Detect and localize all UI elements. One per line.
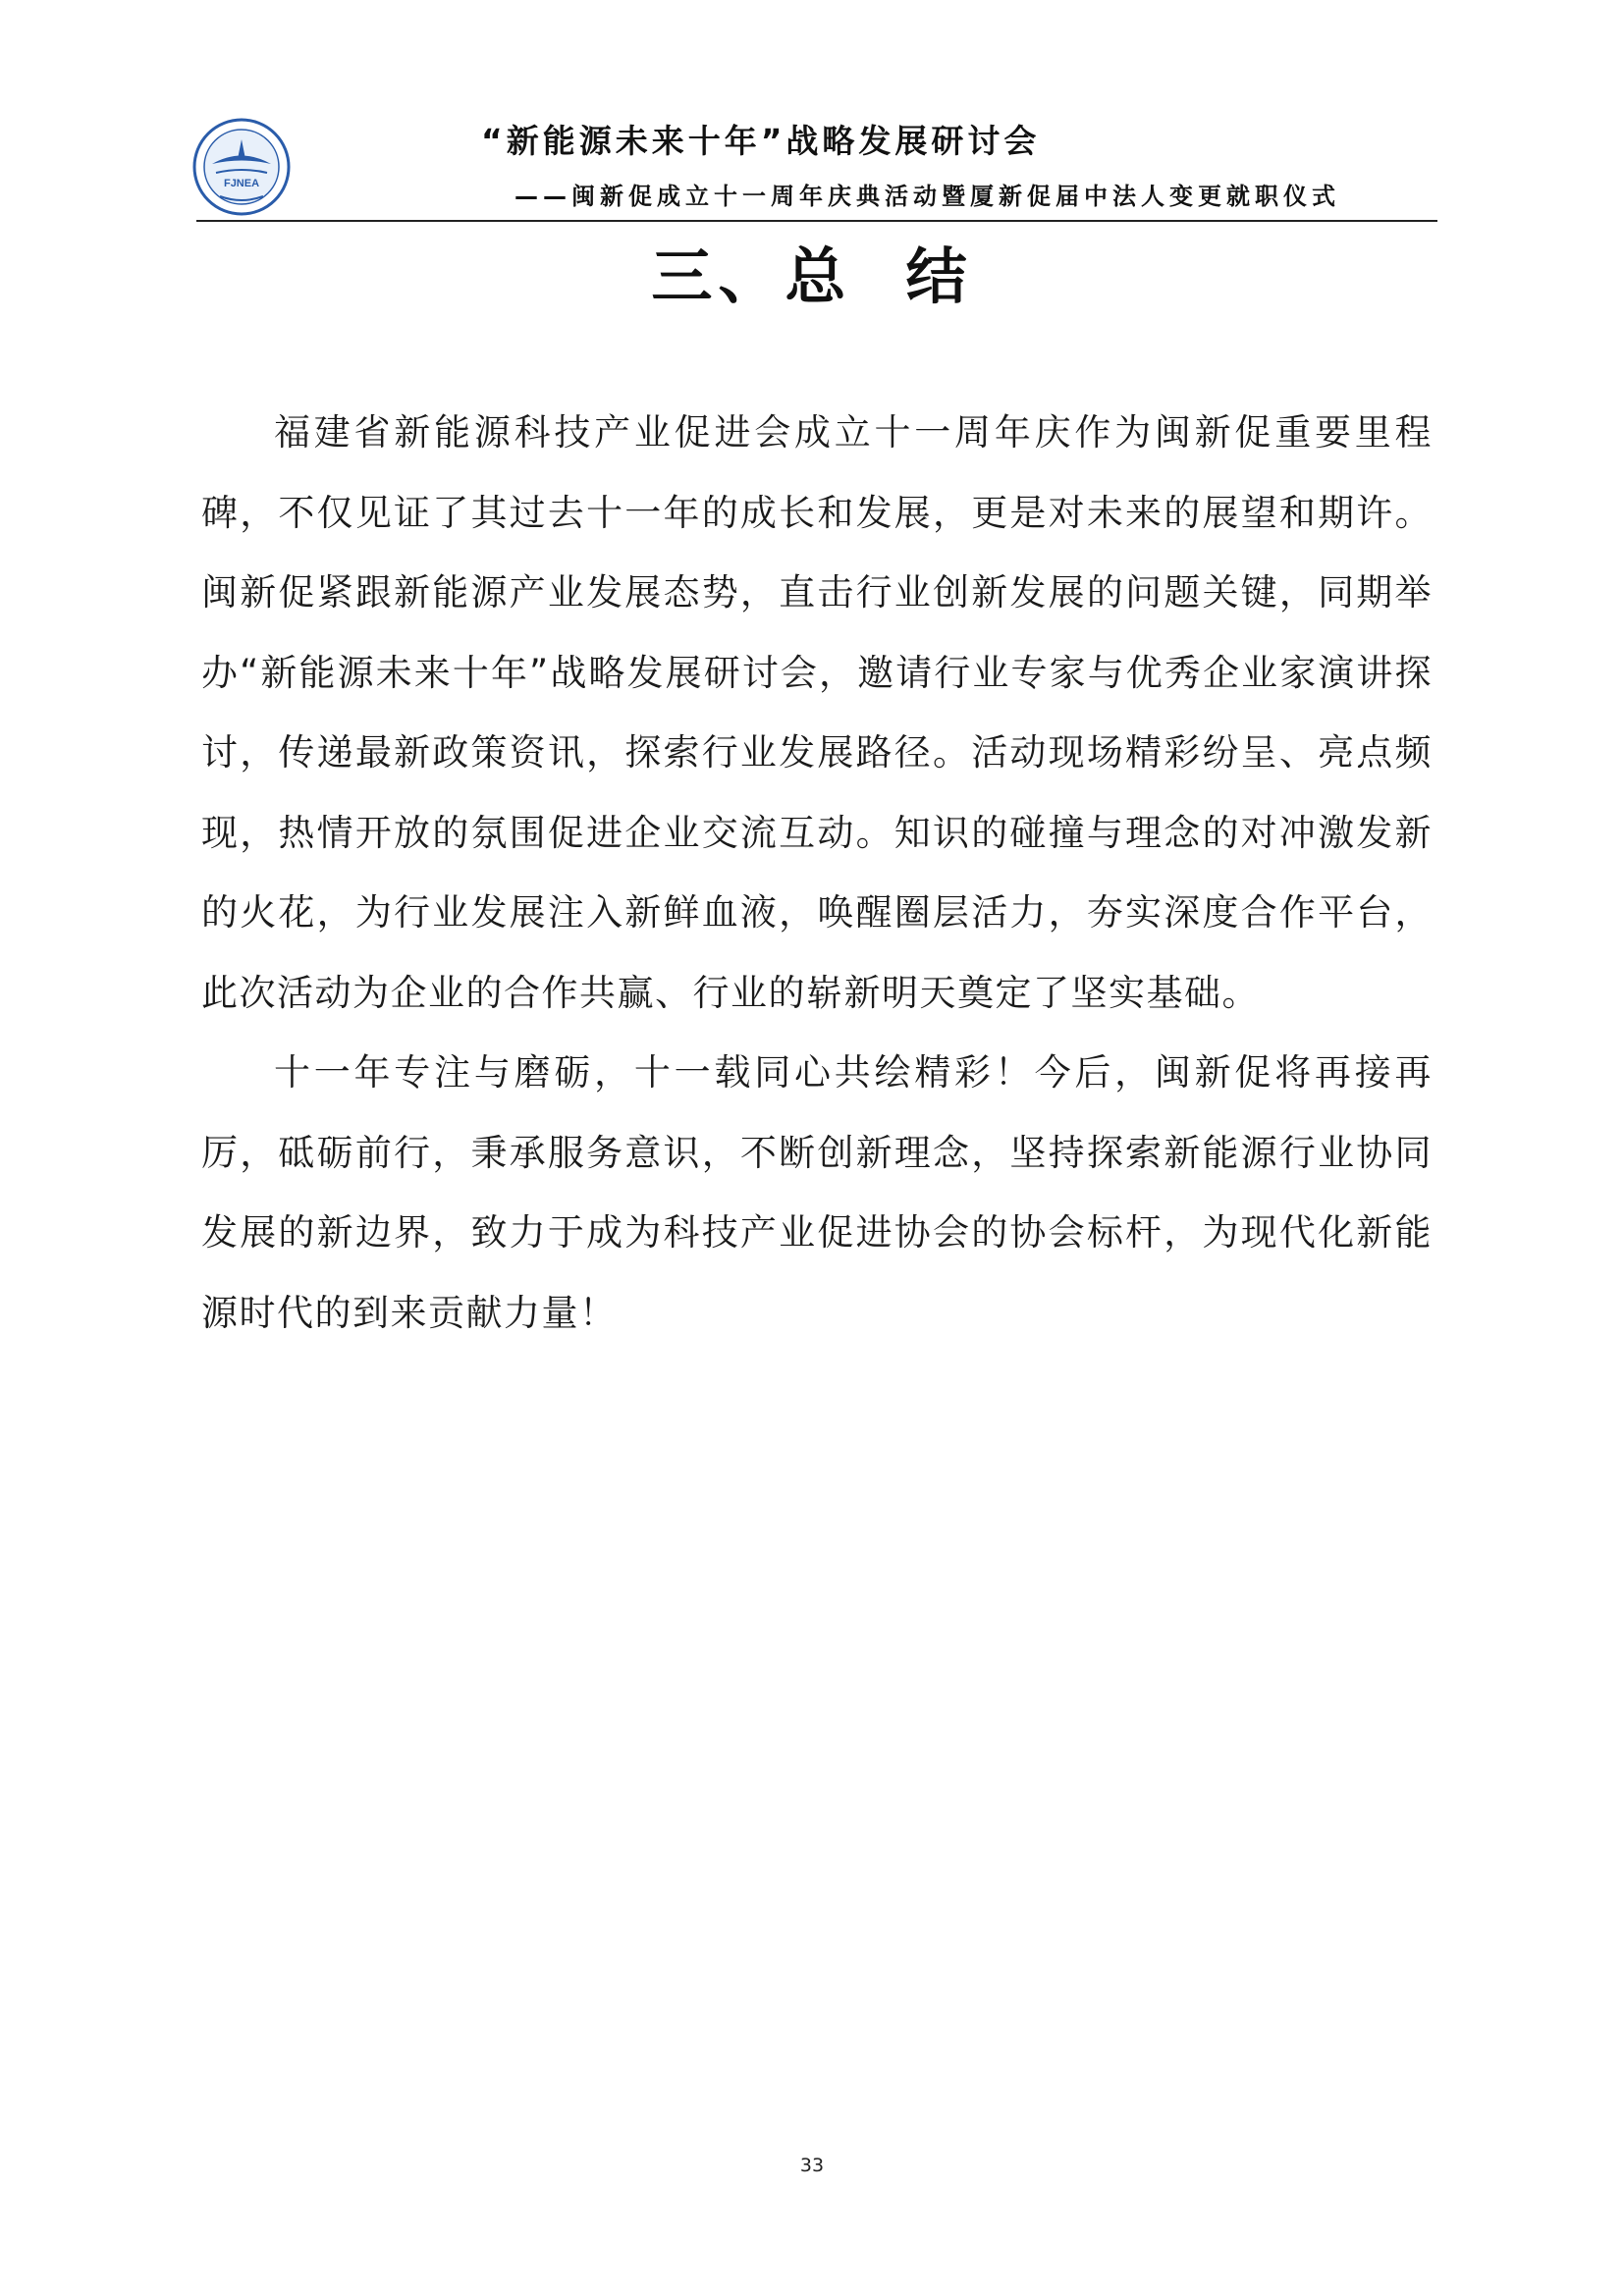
header-divider — [196, 220, 1437, 222]
association-logo — [192, 118, 291, 216]
body-text — [201, 393, 1433, 1353]
header-title: “新能源未来十年”战略发展研讨会 — [481, 122, 1041, 160]
paragraph: 福建省新能源科技产业促进会成立十一周年庆作为闽新促重要里程碑，不仅见证了其过去十一年的成长和发展，更是对未来的展望和期许。闽新促紧跟新能源产业发展态势，直击行业创新发展的问题关键，同期举办“新能源未来十年”战略发展研讨会，邀请行业专家与优秀企业家演讲探讨，传递最新政策资讯，探索行业发展路径。活动现场精彩纷呈、亮点频现，热情开放的氛围促进企业交流互动。知识的碰撞与理念的对冲激发新的火花，为行业发展注入新鲜血液，唤醒圈层活力，夯实深度合作平台，此次活动为企业的合作共赢、行业的崭新明天奠定了坚实基础。 — [201, 411, 1433, 1014]
page-number: 33 — [799, 2155, 825, 2176]
section-title: 三、总 结 — [651, 240, 973, 312]
header-subtitle: ——闽新促成立十一周年庆典活动暨厦新促届中法人变更就职仪式 — [514, 183, 1340, 210]
svg-text:FJNEA: FJNEA — [223, 178, 260, 189]
paragraph: 十一年专注与磨砺，十一载同心共绘精彩！今后，闽新促将再接再厉，砥砺前行，秉承服务意识，不断创新理念，坚持探索新能源行业协同发展的新边界，致力于成为科技产业促进协会的协会标杆，为现代化新能源时代的到来贡献力量！ — [201, 1051, 1433, 1334]
